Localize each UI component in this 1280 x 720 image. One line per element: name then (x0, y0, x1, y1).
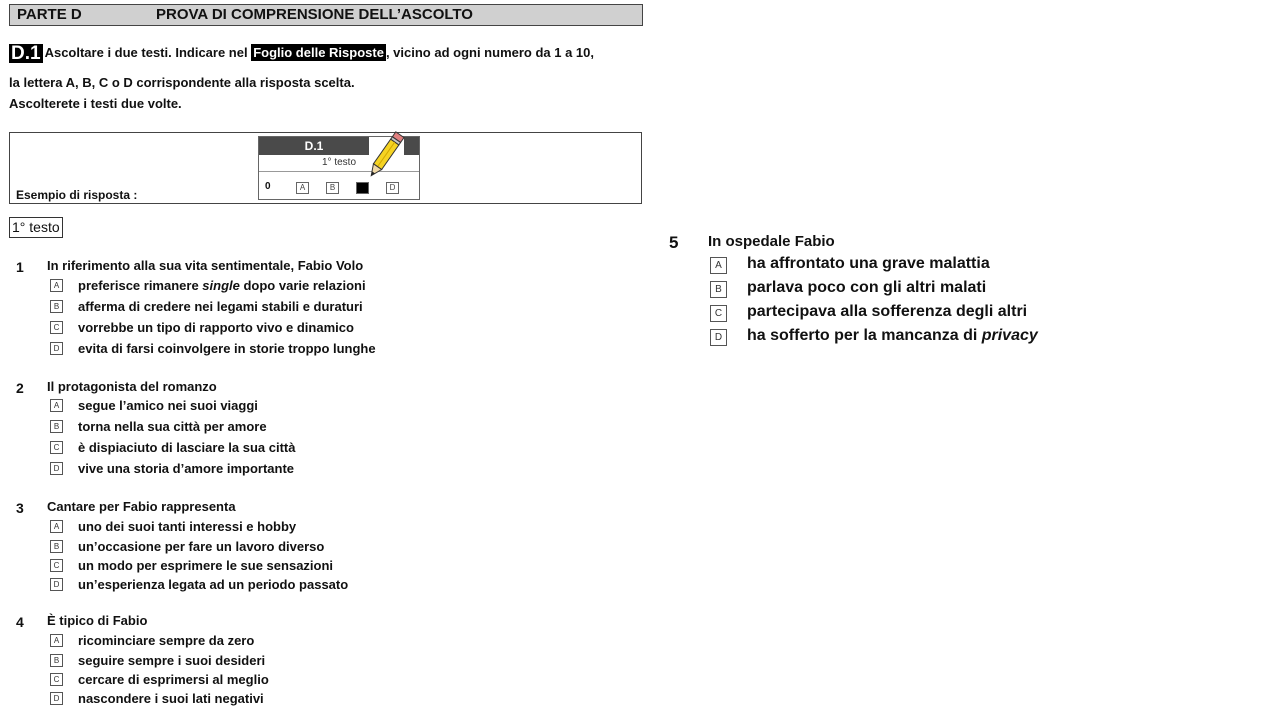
instructions-line-2: la lettera A, B, C o D corrispondente alla risposta scelta. (9, 75, 355, 90)
question-number: 4 (16, 614, 24, 630)
instructions-line-3: Ascolterete i testi due volte. (9, 96, 182, 111)
option-checkbox[interactable]: B (710, 281, 727, 298)
option-checkbox[interactable]: A (50, 279, 63, 292)
option-checkbox[interactable]: D (50, 342, 63, 355)
option-text: ricominciare sempre da zero (78, 633, 255, 648)
pencil-icon (365, 130, 405, 182)
option-checkbox[interactable]: D (50, 692, 63, 705)
option-text: un’occasione per fare un lavoro diverso (78, 539, 325, 554)
option-checkbox[interactable]: B (50, 420, 63, 433)
option-text: un’esperienza legata ad un periodo passato (78, 577, 349, 592)
option-text: un modo per esprimere le sue sensazioni (78, 558, 334, 573)
option-checkbox[interactable]: D (50, 462, 63, 475)
answer-sheet-highlight: Foglio delle Risposte (253, 44, 384, 60)
option-checkbox[interactable]: C (50, 441, 63, 454)
option-checkbox[interactable]: D (710, 329, 727, 346)
option-text: seguire sempre i suoi desideri (78, 653, 266, 668)
question-stem: Cantare per Fabio rappresenta (47, 499, 236, 514)
answer-sheet-subtitle: 1° testo (259, 157, 419, 172)
example-option-a: A (296, 182, 309, 194)
text-section-label: 1° testo (9, 217, 63, 238)
option-text: ha sofferto per la mancanza di privacy (747, 327, 1038, 344)
option-text: ha affrontato una grave malattia (747, 255, 990, 272)
option-checkbox[interactable]: A (710, 257, 727, 274)
option-checkbox[interactable]: C (710, 305, 727, 322)
instructions-text: Ascoltare i due testi. Indicare nel (44, 44, 252, 60)
option-text: partecipava alla sofferenza degli altri (747, 303, 1028, 320)
option-text: vorrebbe un tipo di rapporto vivo e dinamico (78, 320, 354, 335)
option-text: vive una storia d’amore importante (78, 461, 295, 476)
question-stem: Il protagonista del romanzo (47, 379, 217, 394)
option-checkbox[interactable]: A (50, 399, 63, 412)
option-checkbox[interactable]: A (50, 520, 63, 533)
option-checkbox[interactable]: C (50, 673, 63, 686)
answer-sheet-title-tail (404, 137, 419, 155)
option-checkbox[interactable]: B (50, 654, 63, 667)
option-checkbox[interactable]: D (50, 578, 63, 591)
example-label: Esempio di risposta : (16, 188, 138, 202)
example-option-c-selected: C (356, 182, 369, 194)
option-text: uno dei suoi tanti interessi e hobby (78, 519, 297, 534)
option-checkbox[interactable]: B (50, 300, 63, 313)
option-text: afferma di credere nei legami stabili e duraturi (78, 299, 363, 314)
option-text: torna nella sua città per amore (78, 419, 267, 434)
option-text: segue l’amico nei suoi viaggi (78, 398, 258, 413)
instructions-line-1 (9, 44, 594, 63)
option-checkbox[interactable]: A (50, 634, 63, 647)
option-text: è dispiaciuto di lasciare la sua città (78, 440, 296, 455)
example-box (9, 132, 642, 204)
option-checkbox[interactable]: C (50, 321, 63, 334)
option-text: parlava poco con gli altri malati (747, 279, 987, 296)
section-part: PARTE D (17, 6, 82, 23)
question-stem: In ospedale Fabio (708, 233, 835, 250)
question-number: 5 (669, 233, 679, 252)
answer-sheet-title: D.1 (259, 137, 369, 155)
option-checkbox[interactable]: C (50, 559, 63, 572)
question-number: 2 (16, 380, 24, 396)
question-stem: È tipico di Fabio (47, 613, 148, 628)
instructions-text: , vicino ad ogni numero da 1 a 10, (385, 44, 595, 60)
option-text: evita di farsi coinvolgere in storie troppo lunghe (78, 341, 376, 356)
option-text: preferisce rimanere single dopo varie relazioni (78, 278, 366, 293)
option-text: cercare di esprimersi al meglio (78, 672, 269, 687)
question-number: 1 (16, 259, 24, 275)
option-text: nascondere i suoi lati negativi (78, 691, 264, 706)
question-stem: In riferimento alla sua vita sentimentale, Fabio Volo (47, 258, 364, 273)
answer-sheet-row (259, 181, 419, 197)
section-title: PROVA DI COMPRENSIONE DELL’ASCOLTO (156, 6, 473, 23)
example-option-d: D (386, 182, 399, 194)
section-header (9, 4, 643, 26)
answer-sheet-row-number: 0 (265, 181, 271, 192)
option-checkbox[interactable]: B (50, 540, 63, 553)
example-option-b: B (326, 182, 339, 194)
question-number: 3 (16, 500, 24, 516)
exercise-badge: D.1 (11, 43, 41, 64)
